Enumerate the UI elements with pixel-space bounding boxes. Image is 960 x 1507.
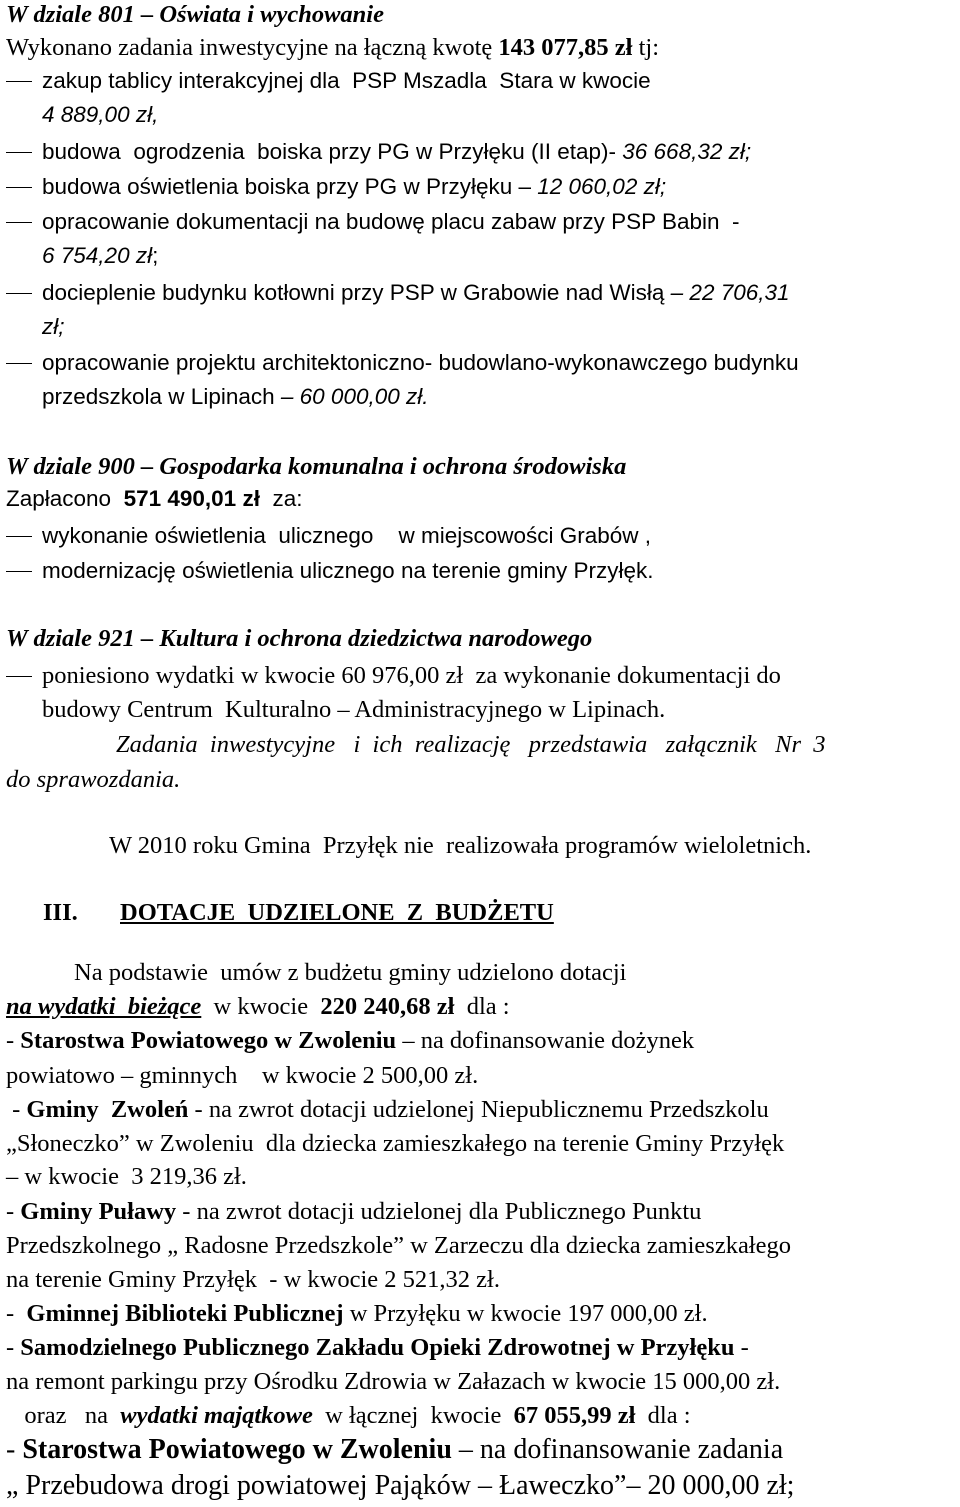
bullet-dash	[6, 222, 32, 223]
programs-statement: W 2010 roku Gmina Przyłęk nie realizowała programów wieloletnich.	[109, 832, 812, 859]
grant-entry: - Starostwa Powiatowego w Zwoleniu – na dofinansowanie zadania	[6, 1434, 784, 1465]
bullet-dash	[6, 571, 32, 572]
attachment-note: Zadania inwestycyjne i ich realizację przedstawia załącznik Nr 3	[116, 731, 826, 758]
list-item: poniesiono wydatki w kwocie 60 976,00 zł za wykonanie dokumentacji do	[42, 662, 781, 689]
asset-expenses-line: oraz na wydatki majątkowe w łącznej kwocie 67 055,99 zł dla :	[6, 1402, 691, 1429]
list-item-continued: przedszkola w Lipinach – 60 000,00 zł.	[42, 384, 429, 409]
list-item-continued: 4 889,00 zł,	[42, 102, 159, 127]
grant-entry-continued: „ Przebudowa drogi powiatowej Pająków – Ławeczko”– 20 000,00 zł;	[6, 1470, 795, 1501]
section-921-heading: W dziale 921 – Kultura i ochrona dziedzictwa narodowego	[6, 625, 593, 652]
grant-entry-continued: na remont parkingu przy Ośrodku Zdrowia w Załazach w kwocie 15 000,00 zł.	[6, 1368, 781, 1395]
list-item-continued: 6 754,20 zł;	[42, 243, 159, 268]
bullet-dash	[6, 293, 32, 294]
bullet-dash	[6, 363, 32, 364]
list-item: zakup tablicy interakcyjnej dla PSP Mszadla Stara w kwocie	[42, 68, 651, 93]
bullet-dash	[6, 152, 32, 153]
list-item: opracowanie dokumentacji na budowę placu zabaw przy PSP Babin -	[42, 209, 740, 234]
grant-entry-continued: powiatowo – gminnych w kwocie 2 500,00 zł.	[6, 1062, 479, 1089]
list-item: modernizację oświetlenia ulicznego na terenie gminy Przyłęk.	[42, 558, 654, 583]
section-801-intro: Wykonano zadania inwestycyjne na łączną kwotę 143 077,85 zł tj:	[6, 34, 660, 61]
grants-intro: Na podstawie umów z budżetu gminy udzielono dotacji	[74, 959, 627, 986]
grant-entry: - Gminy Zwoleń - na zwrot dotacji udzielonej Niepublicznemu Przedszkolu	[6, 1096, 769, 1123]
list-item-continued: zł;	[42, 314, 65, 339]
grant-entry: - Gminnej Biblioteki Publicznej w Przyłęku w kwocie 197 000,00 zł.	[6, 1300, 708, 1327]
grant-entry: - Samodzielnego Publicznego Zakładu Opieki Zdrowotnej w Przyłęku -	[6, 1334, 749, 1361]
grant-entry: - Gminy Puławy - na zwrot dotacji udzielonej dla Publicznego Punktu	[6, 1198, 702, 1225]
list-item: budowa ogrodzenia boiska przy PG w Przyłęku (II etap)- 36 668,32 zł;	[42, 139, 752, 164]
list-item: opracowanie projektu architektoniczno- budowlano-wykonawczego budynku	[42, 350, 799, 375]
grant-entry-continued: na terenie Gminy Przyłęk - w kwocie 2 521,32 zł.	[6, 1266, 500, 1293]
grant-entry: - Starostwa Powiatowego w Zwoleniu – na dofinansowanie dożynek	[6, 1027, 695, 1054]
section-801-heading: W dziale 801 – Oświata i wychowanie	[6, 1, 384, 28]
section-title: DOTACJE UDZIELONE Z BUDŻETU	[120, 899, 554, 926]
list-item: docieplenie budynku kotłowni przy PSP w Grabowie nad Wisłą – 22 706,31	[42, 280, 790, 305]
grant-entry-continued: – w kwocie 3 219,36 zł.	[6, 1163, 247, 1190]
section-900-heading: W dziale 900 – Gospodarka komunalna i ochrona środowiska	[6, 453, 627, 480]
bullet-dash	[6, 81, 32, 82]
attachment-note-continued: do sprawozdania.	[6, 766, 181, 793]
bullet-dash	[6, 676, 32, 677]
grant-entry-continued: Przedszkolnego „ Radosne Przedszkole” w Zarzeczu dla dziecka zamieszkałego	[6, 1232, 791, 1259]
current-expenses-line: na wydatki bieżące w kwocie 220 240,68 zł dla :	[6, 993, 510, 1020]
bullet-dash	[6, 536, 32, 537]
list-item: budowa oświetlenia boiska przy PG w Przyłęku – 12 060,02 zł;	[42, 174, 667, 199]
bullet-dash	[6, 187, 32, 188]
list-item-continued: budowy Centrum Kulturalno – Administracyjnego w Lipinach.	[42, 696, 666, 723]
section-number: III.	[43, 899, 78, 926]
grant-entry-continued: „Słoneczko” w Zwoleniu dla dziecka zamieszkałego na terenie Gminy Przyłęk	[6, 1130, 785, 1157]
section-900-intro: Zapłacono 571 490,01 zł za:	[6, 486, 303, 511]
list-item: wykonanie oświetlenia ulicznego w miejscowości Grabów ,	[42, 523, 652, 548]
